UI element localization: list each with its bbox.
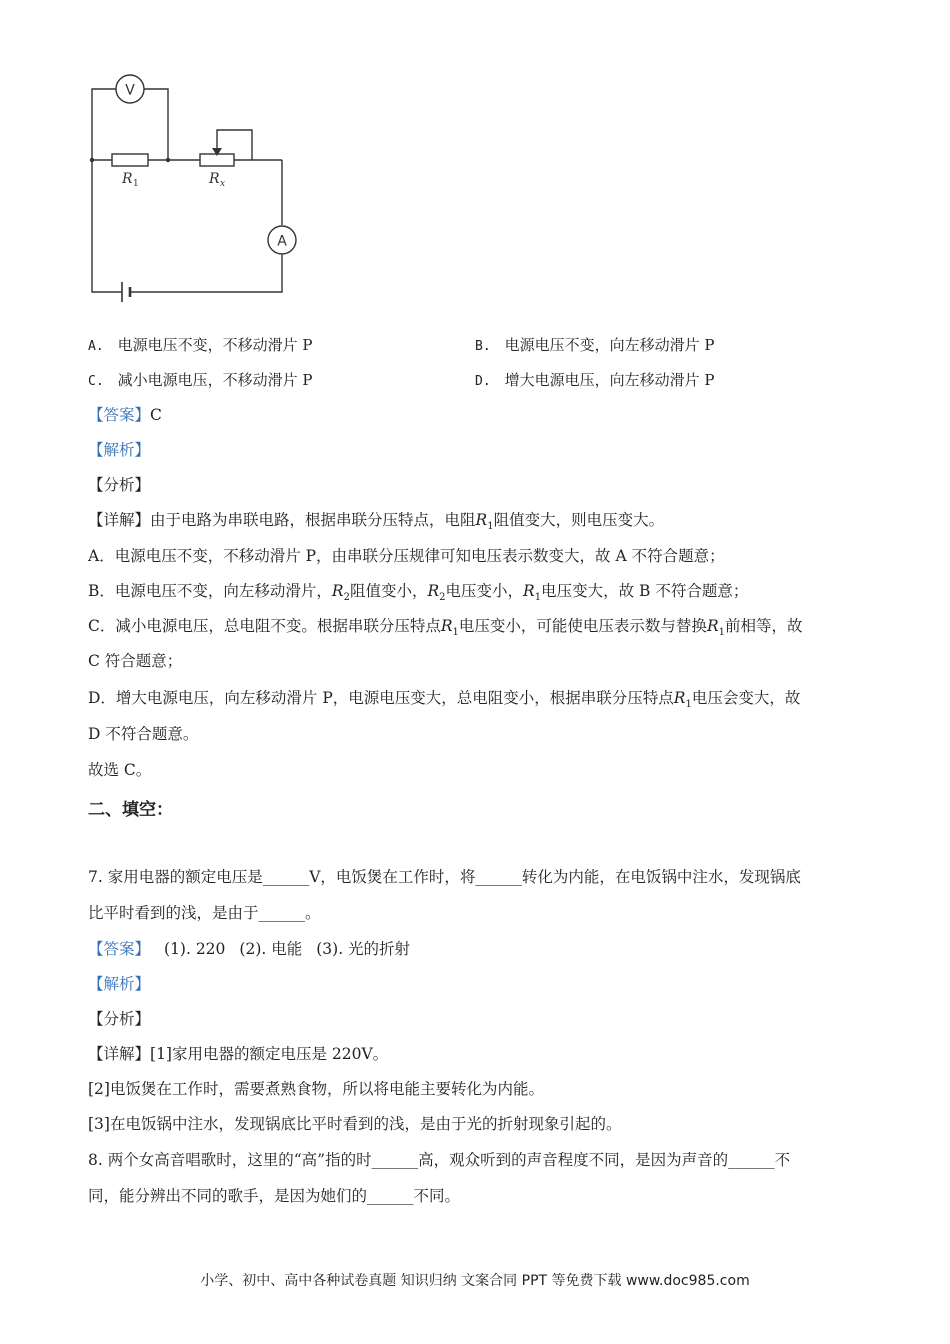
q6-fenxi: 【分析】 bbox=[88, 476, 151, 494]
svg-text:A: A bbox=[277, 233, 287, 250]
circuit-wire bbox=[92, 160, 122, 292]
resistor-r1 bbox=[112, 154, 148, 166]
q7-fenxi: 【分析】 bbox=[88, 1010, 151, 1028]
svg-text:V: V bbox=[125, 82, 135, 99]
option-c: C. 减小电源电压，不移动滑片 P bbox=[88, 371, 313, 389]
label-rx: R bbox=[209, 171, 220, 187]
q7-stem-line2: 比平时看到的浅，是由于______。 bbox=[88, 904, 321, 922]
voltmeter-icon bbox=[116, 75, 144, 103]
circuit-diagram bbox=[80, 70, 310, 310]
q6-analysis-d: D．增大电源电压，向左移动滑片 P，电源电压变大，总电阻变小，根据串联分压特点$R_1$电压会变大，故 bbox=[88, 689, 801, 711]
q7-detail-3: [3]在电饭锅中注水，发现锅底比平时看到的浅，是由于光的折射现象引起的。 bbox=[88, 1115, 622, 1133]
label-r1: R bbox=[122, 171, 133, 187]
battery-icon bbox=[122, 282, 130, 302]
option-a: A. 电源电压不变，不移动滑片 P bbox=[88, 336, 313, 354]
q6-detail: 【详解】由于电路为串联电路，根据串联分压特点，电阻$R_1$阻值变大，则电压变大。 bbox=[88, 511, 665, 533]
q7-jiexi: 【解析】 bbox=[88, 975, 151, 993]
svg-text:1: 1 bbox=[133, 179, 139, 189]
section-title: 二、填空： bbox=[88, 800, 173, 820]
q6-analysis-b: B．电源电压不变，向左移动滑片，$R_2$阻值变小，$R_2$电压变小，$R_1$电压变大，故 B 不符合题意； bbox=[88, 582, 749, 604]
q7-answer: 【答案】 (1). 220 (2). 电能 (3). 光的折射 bbox=[88, 940, 411, 958]
q6-analysis-a: A．电源电压不变，不移动滑片 P，由串联分压规律可知电压表示数变大，故 A 不符合题意； bbox=[88, 547, 725, 565]
q6-answer: 【答案】C bbox=[88, 406, 162, 424]
q6-analysis-c: C．减小电源电压，总电阻不变。根据串联分压特点$R_1$电压变小，可能使电压表示数与替换$R_1$前相等，故 bbox=[88, 617, 803, 639]
page-footer: 小学、初中、高中各种试卷真题 知识归纳 文案合同 PPT 等免费下载 www.doc985.com bbox=[200, 1273, 750, 1289]
q6-jiexi: 【解析】 bbox=[88, 441, 151, 459]
q8-stem-line1: 8. 两个女高音唱歌时，这里的“高”指的时______高，观众听到的声音程度不同，是因为声音的______不 bbox=[88, 1151, 791, 1169]
q7-stem-line1: 7. 家用电器的额定电压是______V，电饭煲在工作时，将______转化为内能，在电饭锅中注水，发现锅底 bbox=[88, 868, 801, 886]
q7-detail-1: 【详解】[1]家用电器的额定电压是 220V。 bbox=[88, 1045, 389, 1063]
q8-stem-line2: 同，能分辨出不同的歌手，是因为她们的______不同。 bbox=[88, 1187, 461, 1205]
q6-conclusion: 故选 C。 bbox=[88, 761, 152, 779]
circuit-wire bbox=[130, 255, 282, 292]
q6-analysis-c-cont: C 符合题意； bbox=[88, 652, 183, 670]
q6-analysis-d-cont: D 不符合题意。 bbox=[88, 725, 199, 743]
ammeter-icon bbox=[268, 226, 296, 254]
option-d: D. 增大电源电压，向左移动滑片 P bbox=[475, 371, 715, 389]
q7-detail-2: [2]电饭煲在工作时，需要煮熟食物，所以将电能主要转化为内能。 bbox=[88, 1080, 544, 1098]
svg-text:x: x bbox=[220, 179, 226, 189]
option-b: B. 电源电压不变，向左移动滑片 P bbox=[475, 336, 715, 354]
